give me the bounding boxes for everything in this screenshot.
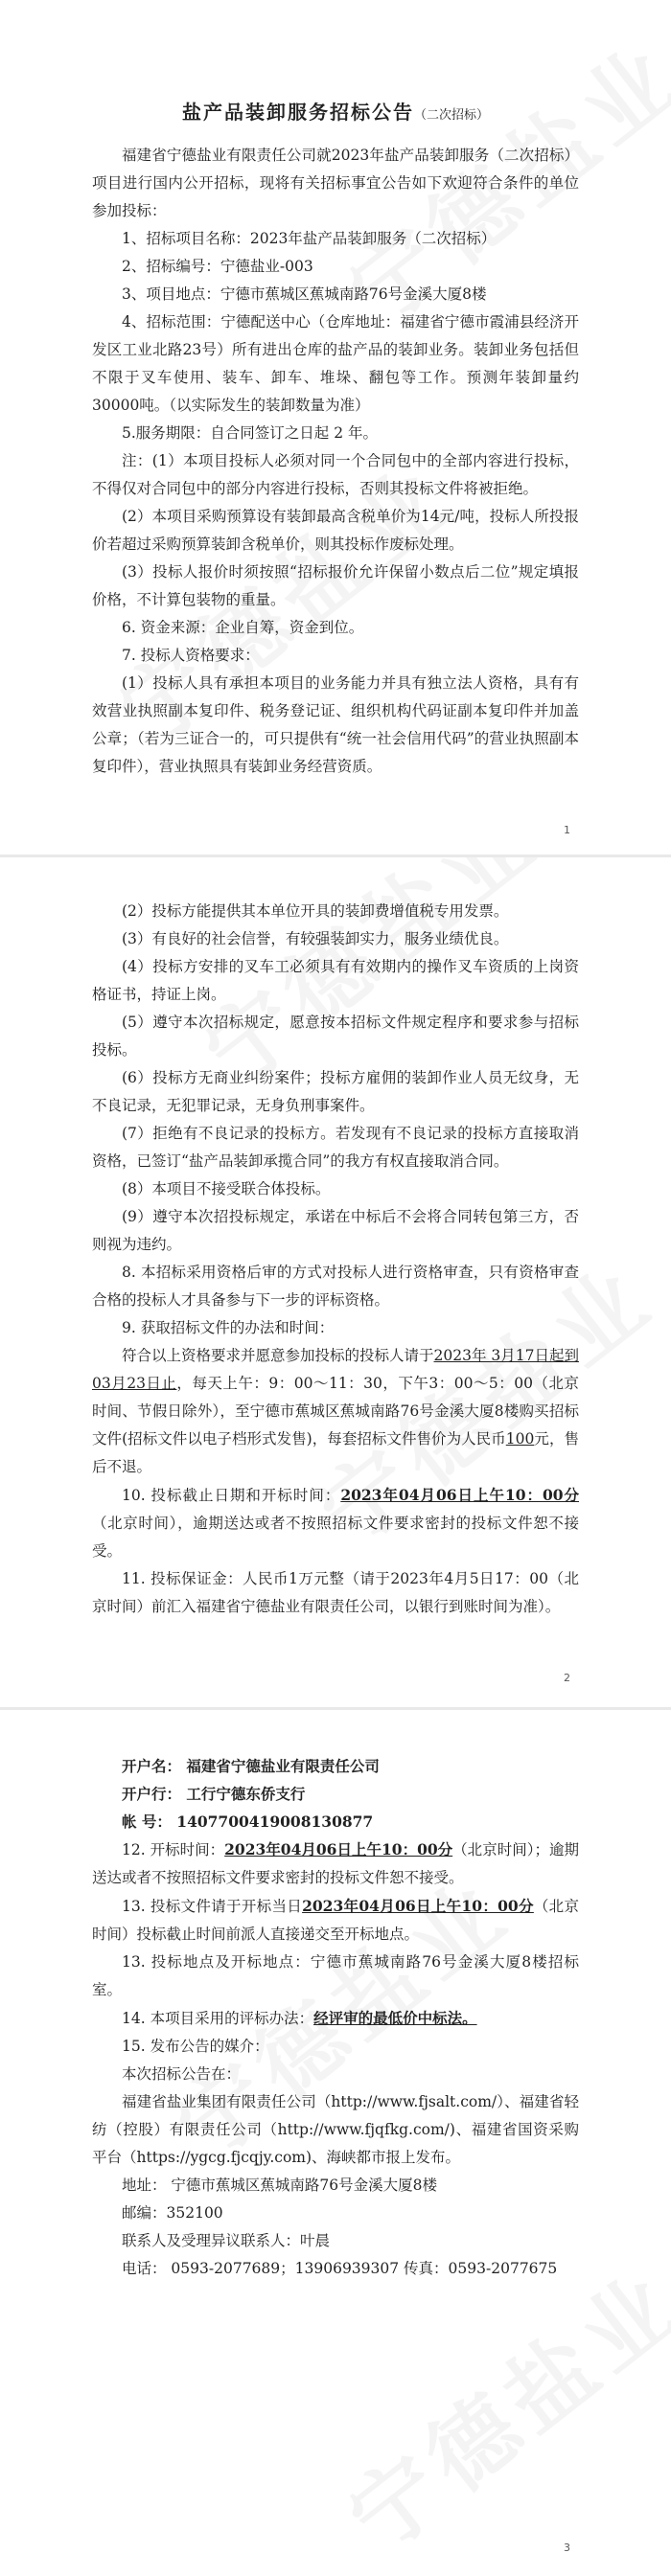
- qualification-1: (1）投标人具有承担本项目的业务能力并具有独立法人资格，具有有效营业执照副本复印件、税务登记证、组织机构代码证副本复印件并加盖公章；（若为三证合一的，可只提供有“统一社会信用代码”的营业执照副本复印件），营业执照具有装卸业务经营资质。: [92, 674, 579, 775]
- contact-person: 联系人及受理异议联系人：叶晨: [122, 2232, 331, 2249]
- contact-phone: 电话： 0593-2077689；13906939307 传真：0593-2077675: [122, 2260, 558, 2277]
- page-number: 1: [564, 824, 570, 836]
- item-submission: 13. 投标文件请于开标当日2023年04月06日上午10：00分（北京时间）投标截止时间前派人直接递交至开标地点。: [92, 1897, 579, 1943]
- document-page-3: [0, 1710, 671, 2576]
- item-evaluation-method: 14. 本项目采用的评标办法：经评审的最低价中标法。: [122, 2009, 477, 2027]
- item-bid-bond: 11. 投标保证金：人民币1万元整（请于2023年4月5日17：00（北京时间）前汇入福建省宁德盐业有限责任公司，以银行到账时间为准）。: [92, 1570, 579, 1615]
- document-page-2: [0, 857, 671, 1710]
- item-qualification-heading: 7. 投标人资格要求：: [122, 647, 260, 664]
- qualification-6: (6）投标方无商业纠纷案件；投标方雇佣的装卸作业人员无纹身，无不良记录，无犯罪记录，无身负刑事案件。: [92, 1069, 579, 1114]
- qualification-7: (7）拒绝有不良记录的投标方。若发现有不良记录的投标方直接取消资格，已签订“盐产品装卸承揽合同”的我方有权直接取消合同。: [92, 1125, 579, 1170]
- page-title: [92, 96, 579, 132]
- bank-branch: 开户行： 工行宁德东侨支行: [122, 1785, 306, 1803]
- item-scope: 4、招标范围：宁德配送中心（仓库地址：福建省宁德市霞浦县经济开发区工业北路23号）所有进出仓库的盐产品的装卸业务。装卸业务包括但不限于叉车使用、装车、卸车、堆垛、翻包等工作。预测年装卸量约30000吨。（以实际发生的装卸数量为准）: [92, 313, 579, 414]
- obtain-documents-detail: 符合以上资格要求并愿意参加投标的投标人请于2023年 3月17日起到 03月23日止，每天上午：9：00～11：30，下午3：00～5：00（北京时间、节假日除外），至宁德市蕉城区蕉城南路76号金溪大厦8楼购买招标文件(招标文件以电子档形式发售)，每套招标文件售价为人民币100元，售后不退。: [92, 1347, 579, 1475]
- item-obtain-documents: 9. 获取招标文件的办法和时间：: [122, 1319, 335, 1336]
- intro-paragraph: 福建省宁德盐业有限责任公司就2023年盐产品装卸服务（二次招标）项目进行国内公开招标，现将有关招标事宜公告如下欢迎符合条件的单位参加投标：: [92, 147, 579, 219]
- item-deadline: 10. 投标截止日期和开标时间：2023年04月06日上午10：00分（北京时间），逾期送达或者不按照招标文件要求密封的投标文件恕不接受。: [92, 1486, 580, 1560]
- document-price: 100: [505, 1430, 535, 1448]
- title-sub: （二次招标）: [413, 108, 489, 123]
- qualification-3: (3）有良好的社会信誉，有较强装卸实力，服务业绩优良。: [122, 930, 509, 947]
- qualification-9: (9）遵守本次招投标规定，承诺在中标后不会将合同转包第三方，否则视为违约。: [92, 1208, 579, 1253]
- page-number: 3: [564, 2542, 570, 2554]
- item-project-location: 3、项目地点：宁德市蕉城区蕉城南路76号金溪大厦8楼: [122, 285, 487, 303]
- item-service-period: 5.服务期限：自合同签订之日起 2 年。: [122, 424, 379, 442]
- note-3: (3）投标人报价时须按照“招标报价允许保留小数点后二位”规定填报价格，不计算包装物的重量。: [92, 563, 579, 608]
- publication-intro: 本次招标公告在：: [122, 2065, 242, 2083]
- contact-address: 地址： 宁德市蕉城区蕉城南路76号金溪大厦8楼: [122, 2177, 438, 2194]
- watermark: [319, 2235, 671, 2575]
- contact-postcode: 邮编：352100: [122, 2204, 223, 2222]
- qualification-5: (5）遵守本次招标规定，愿意按本招标文件规定程序和要求参与招标投标。: [92, 1014, 579, 1059]
- title-main: 盐产品装卸服务招标公告: [181, 101, 414, 124]
- submission-time: 2023年04月06日上午10：00分: [302, 1897, 534, 1915]
- note-1: 注：(1）本项目投标人必须对同一个合同包中的全部内容进行投标，不得仅对合同包中的部分内容进行投标，否则其投标文件将被拒绝。: [92, 452, 579, 497]
- evaluation-method: 经评审的最低价中标法。: [313, 2009, 477, 2027]
- item-publication-media: 15. 发布公告的媒介：: [122, 2038, 269, 2055]
- item-funding: 6. 资金来源：企业自筹，资金到位。: [122, 619, 364, 636]
- deadline-time: 2023年04月06日上午10：00分: [340, 1486, 580, 1504]
- qualification-4: (4）投标方安排的叉车工必须具有有效期内的操作叉车资质的上岗资格证书，持证上岗。: [92, 958, 579, 1003]
- item-opening-time: 12. 开标时间：2023年04月06日上午10：00分（北京时间）；逾期送达或者不按照招标文件要求密封的投标文件恕不接受。: [92, 1840, 579, 1886]
- qualification-8: (8）本项目不接受联合体投标。: [122, 1180, 331, 1197]
- item-bid-location: 13. 投标地点及开标地点：宁德市蕉城南路76号金溪大厦8楼招标室。: [92, 1953, 579, 1998]
- publication-sites: 福建省盐业集团有限责任公司（http://www.fjsalt.com/）、福建省轻纺（控股）有限责任公司（http://www.fjqfkg.com/)、福建省国资采购平台（https://ygcg.fjcqjy.com)、海峡都市报上发布。: [92, 2093, 579, 2166]
- opening-time: 2023年04月06日上午10：00分: [224, 1840, 453, 1858]
- item-review-method: 8. 本招标采用资格后审的方式对投标人进行资格审查，只有资格审查合格的投标人才具备参与下一步的评标资格。: [92, 1264, 579, 1309]
- item-project-name: 1、招标项目名称：2023年盐产品装卸服务（二次招标）: [122, 230, 497, 247]
- document-page-1: [0, 0, 671, 857]
- qualification-2: (2）投标方能提供其本单位开具的装卸费增值税专用发票。: [122, 902, 509, 920]
- bank-account-number: 帐 号： 1407700419008130877: [122, 1812, 374, 1831]
- item-tender-number: 2、招标编号：宁德盐业-003: [122, 258, 313, 275]
- bank-account-name: 开户名： 福建省宁德盐业有限责任公司: [122, 1757, 380, 1775]
- page-number: 2: [564, 1672, 570, 1684]
- note-2: (2）本项目采购预算设有装卸最高含税单价为14元/吨，投标人所投报价若超过采购预算装卸含税单价，则其投标作废标处理。: [92, 508, 579, 553]
- sale-period: 2023年 3月17日起到 03月23日止: [92, 1347, 579, 1392]
